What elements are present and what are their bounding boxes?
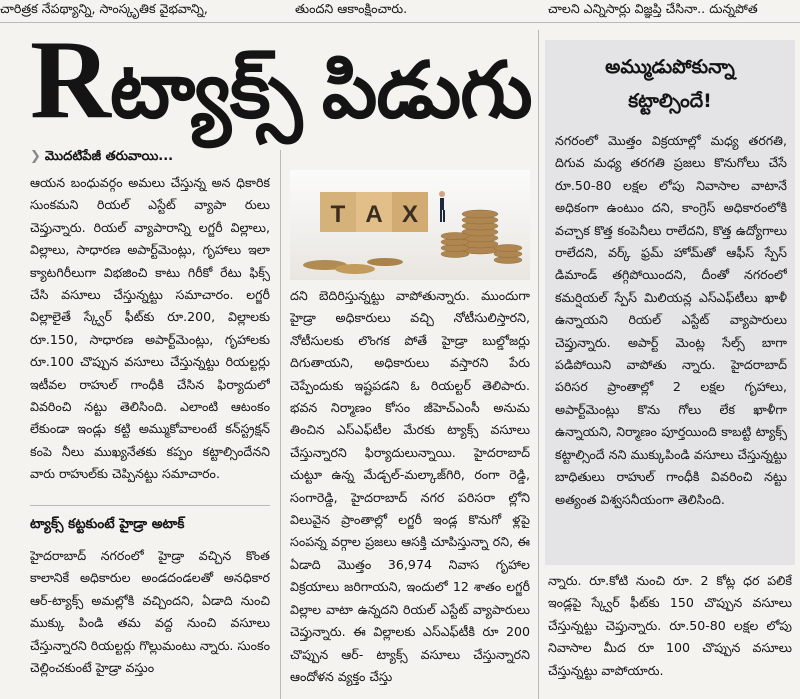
prev-article-right-snippet: చాలని ఎన్నిసార్లు విజ్ఞప్తి చేసినా.. దున్నపోత: [548, 1, 758, 16]
section-divider: [30, 505, 270, 506]
headline: [30, 18, 532, 142]
kicker-text: మొదటిపేజీ తరువాయి...: [44, 149, 174, 164]
tax-word: T: [330, 201, 346, 228]
sidebar-title: [545, 50, 795, 118]
col2-paragraph-1: దని బెదిరిస్తున్నట్టు వాపోతున్నారు. ముందుగా హైడ్రా అధికారులు వచ్చి నోటీసులిస్తారని, నోటీసులకు లొంగక పోతే హైడ్రా బుల్డోజర్లు దిగుతాయని, అధికారులు వస్తారని పేరు చెప్పేందుకు ఇష్టపడని ఓ రియల్టర్ తెలిపారు. భవన నిర్మాణం కోసం జీహెచ్ఎంసీ అనుమ తించిన ఎస్ఎఫ్‌టీల మేరకు ట్యాక్స్ వసూలు చేస్తున్నారని ఫిర్యాదులున్నాయి. హైదరాబాద్ చుట్టూ ఉన్న మేడ్చల్-మల్కాజ్‌గిరి, రంగా రెడ్డి, సంగారెడ్డి, హైదరాబాద్ నగర పరిసరా ల్లోని విలువైన ప్రాంతాల్లో లగ్జరీ ఇండ్ల కొనుగో ళ్లపై సంపన్న వర్గాల ప్రజలు ఆసక్తి చూపిస్తున్నా రని, ఈ ఏడాది మొత్తం 36,974 నివాస గృహాల విక్రయాలు జరిగాయని, ఇందులో 12 శాతం లగ్జరీ విల్లాల వాటా ఉన్నదని రియల్ ఎస్టేట్ వ్యాపారులు చెప్తున్నారు. ఈ విల్లాలకు ఎస్ఎఫ్‌టీకి రూ 200 చొప్పున ఆర్- ట్యాక్స్ వసూలు చేస్తున్నారని ఆందోళన వ్యక్తం చేస్తు: [290, 288, 530, 684]
sidebar-title-line-1: అమ్ముడుపోకున్నా: [605, 56, 735, 78]
svg-text:X: X: [401, 201, 419, 228]
article-column-3-bottom: [548, 570, 792, 699]
top-divider: [0, 22, 800, 23]
prev-article-left-snippet: చారిత్రక నేపథ్యాన్ని, సాంస్కృతిక వైభవాన్ని,: [0, 1, 208, 16]
tax-blocks-coins-image: [290, 170, 530, 280]
column-divider: [280, 150, 281, 699]
sidebar-body: [555, 130, 787, 550]
headline-text: ట్యాక్స్ పిడుగు: [109, 46, 532, 134]
continuation-kicker: [30, 147, 270, 167]
col3-paragraph: న్నారు. రూ.కోటి నుంచి రూ. 2 కోట్ల ధర పలికే ఇండ్లపై స్క్వేర్ ఫీట్‌కు 150 చొప్పున వసూలు చేస్తున్నట్టు చెప్తున్నారు. రూ.50-80 లక్షల లోపు నివాసాల మీద రూ 100 చొప్పున వసూలు చేస్తున్నట్టు వాపోయారు.: [548, 573, 792, 678]
article-column-1-cont: [30, 545, 270, 699]
svg-text:A: A: [365, 201, 383, 228]
prev-article-middle-snippet: తుందని ఆకాంక్షించారు.: [295, 1, 408, 16]
col1-paragraph-1: ఆయన బంధువర్గం అమలు చేస్తున్న అన ధికారిక సుంకమని రియల్ ఎస్టేట్ వ్యాపా రులు చెప్తున్నారు. రియల్ వ్యాపారాన్ని లగ్జరీ విల్లాలు, విల్లాలు, సాధారణ అపార్ట్‌మెంట్లు, గృహాలు ఇలా క్యాటగిరీలుగా విభజించి కాటు గిరీకో రేటు ఫిక్స్ చేసి వసూలు చేస్తున్నట్టు సమాచారం. లగ్జరీ విల్లాలైతే స్క్వేర్ ఫీట్‌కు రూ.200, విల్లాలకు రూ.150, సాధారణ అపార్ట్‌మెంట్లు, గృహాలకు రూ.100 చొప్పున వసూలు చేస్తున్నట్టు రియల్టర్లు ఇటీవల రాహుల్ గాంధీకి చేసిన ఫిర్యాదులో వివరించి నట్టు తెలిసింది. ఎలాంటి ఆటంకం లేకుండా ఇండ్లు కట్టి అమ్ముకోవాలంటే కన్‌స్ట్రక్షన్ కంపె నీలు ముఖ్యనేతకు కప్పం కట్టాల్సిందేనని వారు రాహుల్‌కు చెప్పినట్టు సమాచారం.: [30, 175, 270, 482]
col1-subhead: ట్యాక్స్ కట్టకుంటే హైడ్రా అటాక్: [30, 516, 185, 532]
chevron-right-icon: ❯: [30, 149, 41, 164]
tax-photo: [290, 170, 530, 280]
sidebar-title-line-2: కట్టాల్సిందే!: [628, 90, 712, 112]
article-column-1: [30, 172, 270, 502]
article-column-2: [290, 285, 530, 699]
column-divider: [538, 30, 539, 699]
sidebar-paragraph: నగరంలో మొత్తం విక్రయాల్లో మధ్య తరగతి, దిగువ మధ్య తరగతి ప్రజలు కొనుగోలు చేసే రూ.50-80 లక్షల లోపు నివాసాల వాటానే అధికంగా ఉంటుం దని, కాంగ్రెస్ అధికారంలోకి వచ్చాక కొత్త కంపెనీలు రాలేదని, కొత్త ఉద్యోగాలు రాలేదని, వర్క్ ఫ్రమ్ హోమ్‌తో ఆఫీస్ స్పేస్ డిమాండ్ తగ్గిపోయిందని, దీంతో నగరంలో కమర్షియల్ స్పేస్ మిలియన్ల ఎస్ఎఫ్‌టీలు ఖాళీ ఉన్నాయని రియల్ ఎస్టేట్ వ్యాపారులు చెప్తున్నారు. అపార్ట్ మెంట్ల సేల్స్ బాగా పడిపోయిని వాపోతు న్నారు. హైదరాబాద్ పరిసర ప్రాంతాల్లో 2 లక్షల గృహాలు, అపార్ట్‌మెంట్లు కొను గోలు లేక ఖాళీగా ఉన్నాయని, నిర్మాణం పూర్తయింది కాబట్టి ట్యాక్స్ కట్టాల్సిందే నని ముక్కుపిండి వసూలు చేస్తున్నట్టు బాధితులు రాహుల్ గాంధీకి వివరించి నట్టు అత్యంత విశ్వసనీయంగా తెలిసింది.: [555, 133, 787, 507]
col1-paragraph-2: హైదరాబాద్ నగరంలో హైడ్రా వచ్చిన కొంత కాలానికే అధికారుల అండదండలతో అనధికార ఆర్-ట్యాక్స్ అమల్లోకి వచ్చిందని, ఏడాది నుంచి ముక్కు పిండి తమ వద్ద నుంచి వసూలు చేస్తున్నారని రియల్టర్లు గొల్లుమంటు న్నారు. సుంకం చెల్లించకుంటే హైడ్రా వస్తుం: [30, 548, 270, 676]
headline-r: R: [30, 18, 110, 142]
